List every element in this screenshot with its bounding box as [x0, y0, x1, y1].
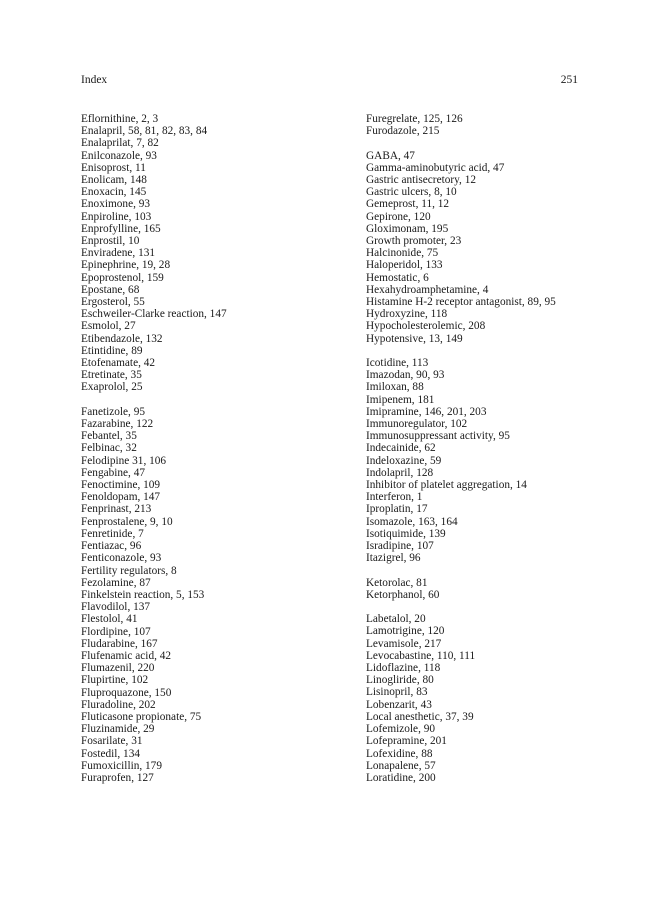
index-entry: Eflornithine, 2, 3: [81, 113, 159, 125]
index-entry: Lofexidine, 88: [366, 747, 433, 760]
index-entry: Febantel, 35: [81, 430, 137, 443]
index-entry: Fanetizole, 95: [81, 405, 145, 418]
index-entry: Fenoldopam, 147: [81, 491, 161, 504]
index-entry: Fosarilate, 31: [81, 735, 143, 748]
index-entry: Enolicam, 148: [81, 174, 147, 187]
index-entry: Gamma-aminobutyric acid, 47: [366, 161, 505, 174]
index-entry: Gemeprost, 11, 12: [366, 198, 450, 211]
index-entry: Etintidine, 89: [81, 344, 143, 357]
index-entry: Enoxacin, 145: [81, 186, 147, 199]
index-entry: Immunoregulator, 102: [366, 418, 468, 431]
index-entry: Hypotensive, 13, 149: [366, 332, 463, 345]
index-entry: Felbinac, 32: [81, 442, 137, 455]
index-entry: Fazarabine, 122: [81, 418, 154, 431]
index-entry: Growth promoter, 23: [366, 235, 462, 248]
index-entry: Enalaprilat, 7, 82: [81, 137, 159, 150]
index-entry: Interferon, 1: [366, 491, 423, 504]
index-entry: Lobenzarit, 43: [366, 698, 432, 711]
index-entry: Fluzinamide, 29: [81, 723, 155, 736]
index-entry: Labetalol, 20: [366, 613, 426, 626]
index-entry: Imiloxan, 88: [366, 381, 424, 394]
index-entry: Exaprolol, 25: [81, 381, 143, 394]
index-entry: Levocabastine, 110, 111: [366, 649, 476, 662]
index-entry: Fluradoline, 202: [81, 698, 156, 711]
index-entry: Indolapril, 128: [366, 466, 434, 479]
index-entry: Enalapril, 58, 81, 82, 83, 84: [81, 125, 208, 138]
index-entry: Halcinonide, 75: [366, 247, 439, 260]
index-entry: Lisinopril, 83: [366, 686, 428, 699]
index-entry: Fenticonazole, 93: [81, 552, 162, 565]
index-entry: Loratidine, 200: [366, 771, 436, 784]
index-entry: Isradipine, 107: [366, 540, 434, 553]
index-entry: Felodipine 31, 106: [81, 454, 167, 467]
index-group: [81, 406, 227, 784]
index-entry: Eschweiler-Clarke reaction, 147: [81, 308, 227, 321]
index-entry: Linogliride, 80: [366, 674, 434, 687]
index-entry: Indecainide, 62: [366, 442, 436, 455]
index-entry: Enilconazole, 93: [81, 149, 157, 162]
index-entry: GABA, 47: [366, 149, 415, 162]
index-entry: Fezolamine, 87: [81, 576, 151, 589]
index-entry: Hemostatic, 6: [366, 271, 429, 284]
index-entry: Fluticasone propionate, 75: [81, 710, 202, 723]
index-entry: Flordipine, 107: [81, 625, 151, 638]
index-entry: Immunosuppressant activity, 95: [366, 430, 510, 443]
index-entry: Ketorolac, 81: [366, 576, 428, 589]
index-entry: Lidoflazine, 118: [366, 662, 441, 675]
index-entry: Histamine H-2 receptor antagonist, 89, 95: [366, 296, 556, 309]
index-entry: Fengabine, 47: [81, 466, 146, 479]
index-entry: Etretinate, 35: [81, 369, 142, 382]
index-entry: Haloperidol, 133: [366, 259, 443, 272]
index-entry: Flestolol, 41: [81, 613, 138, 626]
index-entry: Epinephrine, 19, 28: [81, 259, 171, 272]
index-entry: Finkelstein reaction, 5, 153: [81, 588, 205, 601]
index-entry: Hydroxyzine, 118: [366, 308, 448, 321]
index-entry: Fentiazac, 96: [81, 540, 142, 553]
index-entry: Epoprostenol, 159: [81, 271, 164, 284]
index-entry: Flumazenil, 220: [81, 662, 155, 675]
index-entry: Ketorphanol, 60: [366, 588, 440, 601]
index-column-right: [366, 113, 556, 784]
index-entry: Fertility regulators, 8: [81, 564, 177, 577]
index-entry: Hexahydroamphetamine, 4: [366, 283, 489, 296]
index-entry: Gloximonam, 195: [366, 222, 449, 235]
index-group: [366, 613, 556, 784]
index-entry: Icotidine, 113: [366, 357, 429, 370]
page-number: 251: [560, 74, 578, 86]
index-entry: Fenprostalene, 9, 10: [81, 515, 173, 528]
index-entry: Isomazole, 163, 164: [366, 515, 458, 528]
index-entry: Lamotrigine, 120: [366, 625, 445, 638]
index-entry: Fenretinide, 7: [81, 527, 144, 540]
index-entry: Gepirone, 120: [366, 210, 431, 223]
index-entry: Local anesthetic, 37, 39: [366, 710, 474, 723]
index-group: [366, 357, 556, 564]
index-entry: Furaprofen, 127: [81, 771, 154, 784]
index-group: [366, 113, 556, 137]
index-entry: Etofenamate, 42: [81, 357, 156, 370]
index-entry: Enoximone, 93: [81, 198, 151, 211]
index-entry: Gastric antisecretory, 12: [366, 174, 476, 186]
index-entry: Fumoxicillin, 179: [81, 759, 162, 772]
index-entry: Imazodan, 90, 93: [366, 369, 445, 382]
index-entry: Furodazole, 215: [366, 125, 440, 138]
index-entry: Flupirtine, 102: [81, 674, 149, 687]
index-entry: Isotiquimide, 139: [366, 527, 446, 540]
index-entry: Esmolol, 27: [81, 320, 136, 333]
index-entry: Enprofylline, 165: [81, 222, 161, 235]
index-entry: Enprostil, 10: [81, 235, 140, 248]
index-column-left: [81, 113, 227, 784]
index-entry: Itazigrel, 96: [366, 552, 421, 565]
index-entry: Hypocholesterolemic, 208: [366, 320, 486, 333]
index-entry: Etibendazole, 132: [81, 332, 163, 345]
index-group: [366, 150, 556, 345]
index-entry: Lofemizole, 90: [366, 723, 436, 736]
index-entry: Fostedil, 134: [81, 747, 140, 760]
index-entry: Lofepramine, 201: [366, 735, 447, 748]
index-entry: Fenprinast, 213: [81, 503, 152, 516]
index-entry: Epostane, 68: [81, 283, 140, 296]
index-entry: Levamisole, 217: [366, 637, 442, 650]
index-entry: Indeloxazine, 59: [366, 454, 442, 467]
index-entry: Inhibitor of platelet aggregation, 14: [366, 479, 527, 492]
index-entry: Enviradene, 131: [81, 247, 156, 260]
index-group: [366, 577, 556, 601]
index-entry: Fenoctimine, 109: [81, 479, 161, 492]
index-entry: Fluproquazone, 150: [81, 686, 172, 699]
index-entry: Fludarabine, 167: [81, 637, 158, 650]
index-entry: Flavodilol, 137: [81, 601, 151, 614]
index-entry: Enisoprost, 11: [81, 161, 146, 174]
index-entry: Flufenamic acid, 42: [81, 649, 172, 662]
running-header-title: Index: [81, 74, 108, 86]
index-entry: Iproplatin, 17: [366, 503, 428, 516]
index-entry: Gastric ulcers, 8, 10: [366, 186, 457, 199]
index-group: [81, 113, 227, 394]
index-entry: Furegrelate, 125, 126: [366, 113, 463, 125]
index-entry: Enpiroline, 103: [81, 210, 152, 223]
index-entry: Ergosterol, 55: [81, 296, 145, 309]
index-entry: Imipenem, 181: [366, 393, 435, 406]
index-entry: Imipramine, 146, 201, 203: [366, 405, 487, 418]
index-entry: Lonapalene, 57: [366, 759, 436, 772]
